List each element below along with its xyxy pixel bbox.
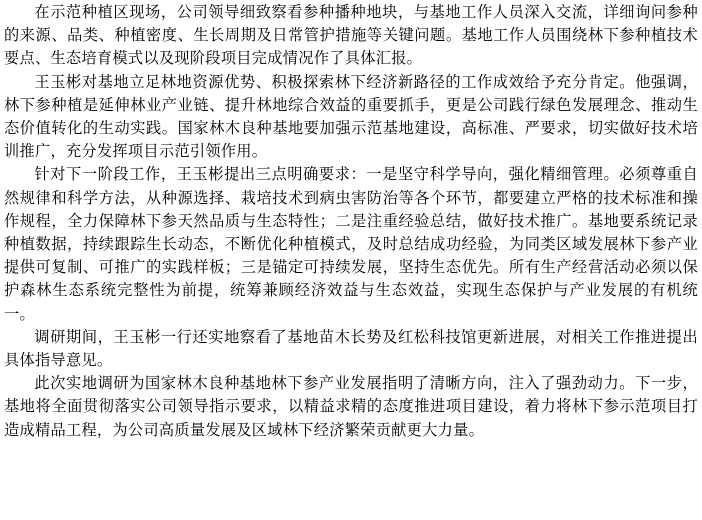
paragraph-three-requirements: 针对下一阶段工作，王玉彬提出三点明确要求：一是坚守科学导向，强化精细管理。必须尊重自然规律和科学方法，从种源选择、栽培技术到病虫害防治等各个环节，都要建立严格的技术标准和操作规程，全力保障林下参天然品质与生态特性；二是注重经验总结，做好技术推广。基地要系统记录种植数据，持续跟踪生长动态，不断优化种植模式，及时总结成功经验，为同类区域发展林下参产业提供可复制、可推广的实践样板；三是锚定可持续发展，坚持生态优先。所有生产经营活动必须以保护森林生态系统完整性为前提，统筹兼顾经济效益与生态效益，实现生态保护与产业发展的有机统一。 xyxy=(4,165,698,323)
paragraph-site-inspection: 在示范种植区现场，公司领导细致察看参种播种地块，与基地工作人员深入交流，详细询问参种的来源、品类、种植密度、生长周期及日常管护措施等关键问题。基地工作人员围绕林下参种植技术要点、生态培育模式以及现阶段项目完成情况作了具体汇报。 xyxy=(4,3,698,68)
paragraph-affirmation: 王玉彬对基地立足林地资源优势、积极探索林下经济新路径的工作成效给予充分肯定。他强调，林下参种植是延伸林业产业链、提升林地综合效益的重要抓手，更是公司践行绿色发展理念、推动生态价值转化的生动实践。国家林木良种基地要加强示范基地建设，高标准、严要求，切实做好技术培训推广，充分发挥项目示范引领作用。 xyxy=(4,72,698,161)
paragraph-conclusion: 此次实地调研为国家林木良种基地林下参产业发展指明了清晰方向，注入了强劲动力。下一步，基地将全面贯彻落实公司领导指示要求，以精益求精的态度推进项目建设，着力将林下参示范项目打造成精品工程，为公司高质量发展及区域林下经济繁荣贡献更大力量。 xyxy=(4,374,698,439)
article-body xyxy=(4,1,698,442)
paragraph-survey-visit: 调研期间，王玉彬一行还实地察看了基地苗木长势及红松科技馆更新进展，对相关工作推进提出具体指导意见。 xyxy=(4,327,698,370)
